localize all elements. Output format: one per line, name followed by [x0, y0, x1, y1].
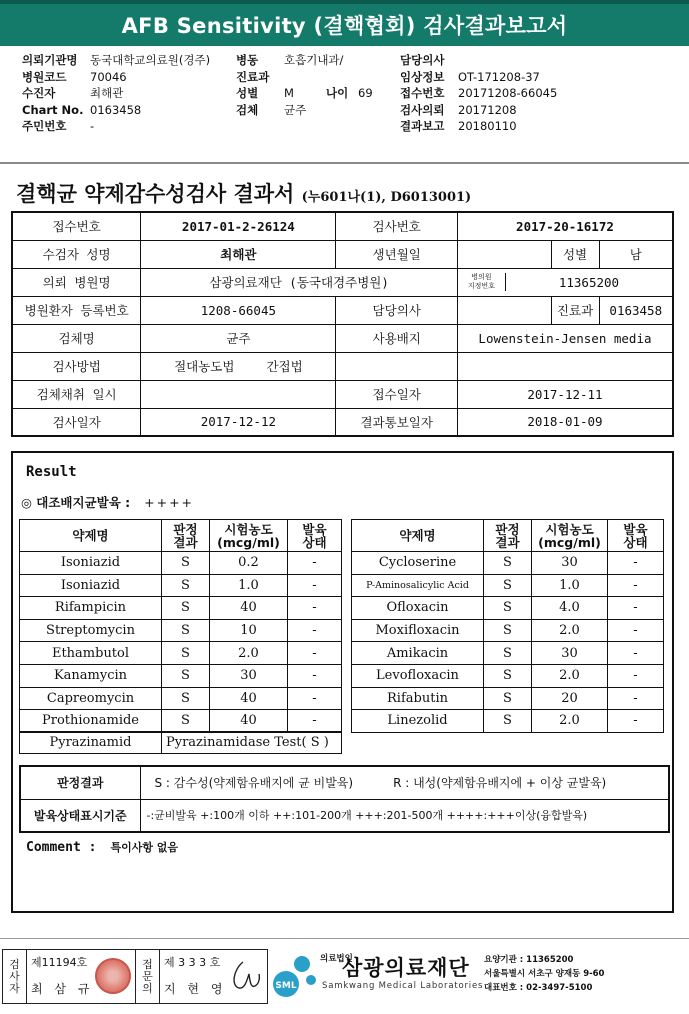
drug-growth-cell: -	[288, 597, 342, 620]
drug-growth-cell: -	[608, 687, 664, 710]
footer-divider	[0, 938, 689, 939]
drug-drug-cell: Kanamycin	[20, 664, 162, 687]
drug-growth-cell: -	[608, 552, 664, 575]
sml-logo-icon	[272, 950, 322, 1000]
drug-drug-cell: Ofloxacin	[352, 597, 484, 620]
organization-name: 의료법인삼광의료재단 Samkwang Medical Laboratories	[320, 954, 484, 991]
drug-conc-cell: 40	[210, 710, 288, 733]
drug-drug-cell: P-Aminosalicylic Acid	[352, 574, 484, 597]
drug-judge-cell: S	[162, 710, 210, 733]
drug-conc-cell: 40	[210, 687, 288, 710]
drug-conc-cell: 10	[210, 619, 288, 642]
table-row	[20, 552, 664, 575]
legend-growth-label: 발육상태표시기준	[20, 799, 140, 832]
drug-drug-cell: Prothionamide	[20, 710, 162, 733]
drug-judge-cell: S	[162, 642, 210, 665]
table-row	[20, 642, 664, 665]
drug-judge-cell: S	[162, 574, 210, 597]
signature-block	[2, 949, 268, 1004]
drug-conc-cell: 4.0	[532, 597, 608, 620]
drug-growth-cell: -	[608, 619, 664, 642]
tester-name: 최 삼 규	[31, 982, 94, 996]
table-row	[20, 664, 664, 687]
organization-english: Samkwang Medical Laboratories	[322, 981, 484, 991]
organization-contact: 요양기관 : 11365200 서울특별시 서초구 양재동 9-60 대표번호 : 02-3497-5100	[484, 955, 605, 993]
col-header-growth: 발육 상태	[288, 520, 342, 552]
drug-judge-cell: S	[162, 552, 210, 575]
drug-drug-cell: Rifabutin	[352, 687, 484, 710]
table-row	[20, 687, 664, 710]
drug-conc-cell: 2.0	[532, 619, 608, 642]
drug-conc-cell: 0.2	[210, 552, 288, 575]
col-header-growth: 발육 상태	[608, 520, 664, 552]
drug-drug-cell: Amikacin	[352, 642, 484, 665]
drug-judge-cell: S	[484, 619, 532, 642]
tester-label: 검 사 자	[3, 950, 27, 1003]
result-title: Result	[26, 464, 77, 480]
header-divider	[0, 162, 689, 164]
drug-growth-cell: -	[288, 664, 342, 687]
drug-growth-cell: -	[608, 574, 664, 597]
table-row	[20, 619, 664, 642]
drug-growth-cell: -	[608, 664, 664, 687]
drug-judge-cell: S	[484, 597, 532, 620]
header-col-3: 담당의사 임상정보 OT-171208-37 접수번호 20171208-66045 검사의뢰 20171208 결과보고 20180110	[400, 53, 558, 133]
drug-drug-cell: Moxifloxacin	[352, 619, 484, 642]
drug-conc-cell: 30	[532, 642, 608, 665]
drug-judge-cell: S	[162, 687, 210, 710]
drug-growth-cell: -	[288, 710, 342, 733]
drug-judge-cell: S	[162, 619, 210, 642]
col-header-drug: 약제명	[20, 520, 162, 552]
drug-conc-cell: 40	[210, 597, 288, 620]
drug-drug-cell: Cycloserine	[352, 552, 484, 575]
comment: Comment : 특이사항 없음	[26, 840, 179, 855]
drug-conc-cell: 20	[532, 687, 608, 710]
col-header-judge: 판정 결과	[162, 520, 210, 552]
drug-growth-cell: -	[288, 574, 342, 597]
reviewer-label: 접 문 의	[136, 950, 160, 1003]
seal-stamp	[95, 958, 131, 994]
legend-table: 판정결과 S : 감수성(약제함유배지에 균 비발육) R : 내성(약제함유배지에 + 이상 균발육) 발육상태표시기준 -:균비발육 +:100개 이하 ++:101-200개 +++:201-500개 ++++:+++이상(융합발육)	[19, 765, 670, 833]
drug-drug-cell: Levofloxacin	[352, 664, 484, 687]
drug-conc-cell: 1.0	[210, 574, 288, 597]
drug-drug-cell: Streptomycin	[20, 619, 162, 642]
reviewer-name: 지 현 영	[164, 982, 227, 996]
pyrazinamid-test: Pyrazinamidase Test( S )	[162, 732, 342, 754]
reviewer-license: 제 3 3 3 호	[164, 956, 221, 969]
drug-drug-cell: Rifampicin	[20, 597, 162, 620]
drug-growth-cell: -	[608, 710, 664, 733]
pyrazinamid-label: Pyrazinamid	[20, 732, 162, 754]
col-header-conc: 시험농도 (mcg/ml)	[210, 520, 288, 552]
drug-judge-cell: S	[484, 710, 532, 733]
header-col-1: 의뢰기관명 동국대학교의료원(경주) 병원코드 70046 수진자 최해관 Chart No. 0163458 주민번호 -	[22, 53, 211, 133]
drug-conc-cell: 2.0	[210, 642, 288, 665]
drug-drug-cell: Capreomycin	[20, 687, 162, 710]
report-title: AFB Sensitivity (결핵협회) 검사결과보고서	[0, 0, 689, 46]
drug-judge-cell: S	[484, 574, 532, 597]
table-row	[20, 710, 664, 733]
drug-growth-cell: -	[288, 687, 342, 710]
drug-growth-cell: -	[288, 552, 342, 575]
drug-drug-cell: Isoniazid	[20, 574, 162, 597]
svg-text:SML: SML	[275, 981, 297, 991]
drug-growth-cell: -	[608, 642, 664, 665]
drug-judge-cell: S	[162, 597, 210, 620]
legend-growth-text: -:균비발육 +:100개 이하 ++:101-200개 +++:201-500개 ++++:+++이상(융합발육)	[140, 799, 669, 832]
legend-judge-label: 판정결과	[20, 766, 140, 799]
drug-judge-cell: S	[484, 552, 532, 575]
control-growth: ◎ 대조배지균발육 : ++++	[21, 495, 195, 510]
pyrazinamid-row	[19, 731, 342, 754]
col-header-judge: 판정 결과	[484, 520, 532, 552]
drug-conc-cell: 30	[532, 552, 608, 575]
drug-growth-cell: -	[288, 619, 342, 642]
patient-info-table: 접수번호 2017-01-2-26124 검사번호 2017-20-16172 수검자 성명 최해관 생년월일 성별 남 의뢰 병원명 삼광의료재단 (동국대경주병원) 병의원 지정번호 11365200 병원환자 등록번호 1208-66045 담당의사 진료과 0163458 검체명 균주 사용배지 Lowenstein-Jensen media 검사방법 절대농도법 간접법 검체채취 일시 접수일자 2017-12-11 검사일자 2017-12-12 결과통보일자 2018-01-09	[11, 211, 674, 437]
drug-judge-cell: S	[484, 687, 532, 710]
document-code: (누601나(1), D6013001)	[301, 190, 472, 205]
table-row	[20, 597, 664, 620]
drug-drug-cell: Ethambutol	[20, 642, 162, 665]
col-header-conc: 시험농도 (mcg/ml)	[532, 520, 608, 552]
document-title: 결핵균 약제감수성검사 결과서 (누601나(1), D6013001)	[16, 181, 472, 206]
table-row	[20, 574, 664, 597]
header-col-2: 병동 호흡기내과/ 진료과 성별 M 나이 69 검체 균주	[236, 53, 373, 117]
drug-conc-cell: 1.0	[532, 574, 608, 597]
drug-conc-cell: 2.0	[532, 664, 608, 687]
result-section	[11, 451, 674, 913]
drug-sensitivity-table	[19, 519, 664, 733]
drug-judge-cell: S	[162, 664, 210, 687]
drug-judge-cell: S	[484, 664, 532, 687]
drug-conc-cell: 30	[210, 664, 288, 687]
drug-growth-cell: -	[608, 597, 664, 620]
tester-license: 제11194호	[31, 956, 88, 969]
signature-mark	[229, 956, 263, 996]
col-header-drug: 약제명	[352, 520, 484, 552]
drug-drug-cell: Linezolid	[352, 710, 484, 733]
drug-drug-cell: Isoniazid	[20, 552, 162, 575]
drug-conc-cell: 2.0	[532, 710, 608, 733]
drug-growth-cell: -	[288, 642, 342, 665]
drug-judge-cell: S	[484, 642, 532, 665]
